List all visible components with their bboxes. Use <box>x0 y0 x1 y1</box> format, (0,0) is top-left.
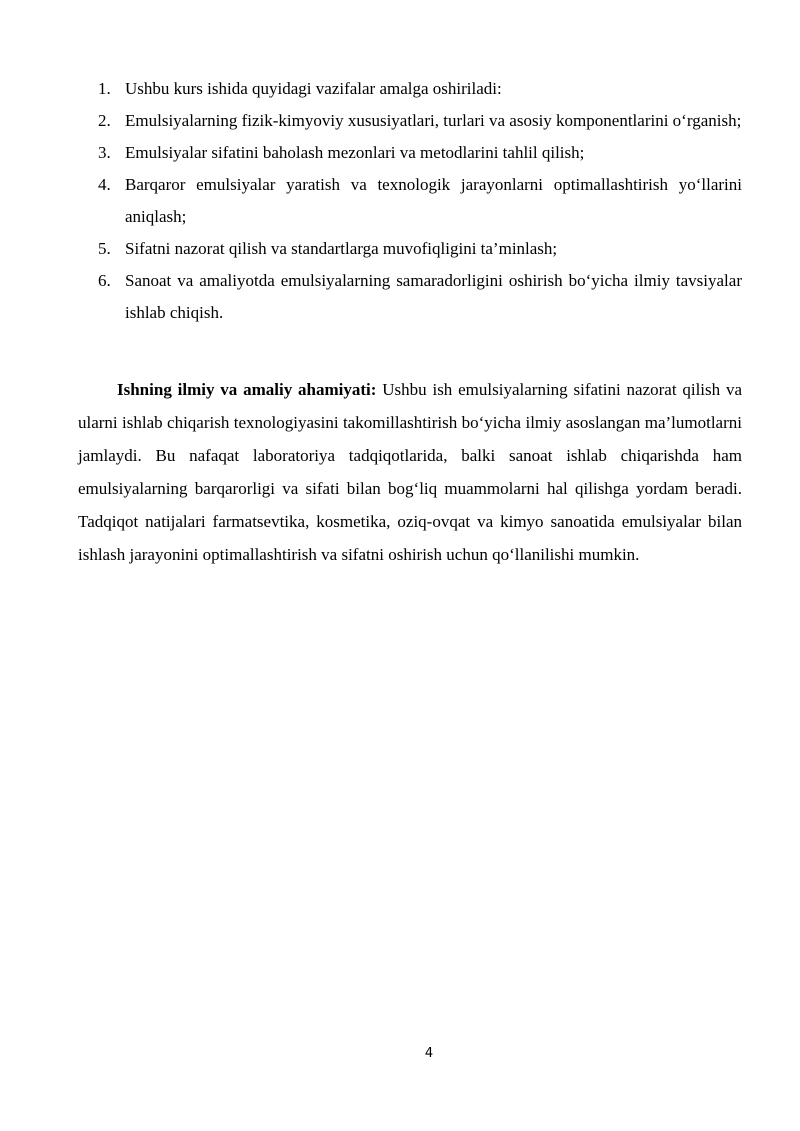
list-item-number: 6. <box>98 271 111 290</box>
list-item <box>78 105 742 137</box>
list-item-number: 4. <box>98 175 111 194</box>
list-item <box>78 73 742 105</box>
list-item <box>78 169 742 233</box>
list-item-text: Emulsiyalarning fizik-kimyoviy xususiyatlari, turlari va asosiy komponentlarini o‘rganish; <box>125 111 742 130</box>
task-list <box>78 73 742 329</box>
significance-body: Ushbu ish emulsiyalarning sifatini nazorat qilish va ularni ishlab chiqarish texnologiyasini takomillashtirish bo‘yicha ilmiy asoslangan ma’lumotlarni jamlaydi. Bu nafaqat laboratoriya tadqiqotlarida, balki sanoat ishlab chiqarishda ham emulsiyalarning barqarorligi va sifati bilan bog‘liq muammolarni hal qilishga yordam beradi. Tadqiqot natijalari farmatsevtika, kosmetika, oziq-ovqat va kimyo sanoatida emulsiyalar bilan ishlash jarayonini optimallashtirish va sifatni oshirish uchun qo‘llanilishi mumkin. <box>78 380 743 564</box>
list-item <box>78 233 742 265</box>
page-number: 4 <box>424 1046 434 1061</box>
significance-heading: Ishning ilmiy va amaliy ahamiyati: <box>117 380 377 399</box>
list-item-text: Sifatni nazorat qilish va standartlarga muvofiqligini ta’minlash; <box>125 239 558 258</box>
list-item <box>78 137 742 169</box>
list-item-number: 2. <box>98 111 111 130</box>
list-item-text: Barqaror emulsiyalar yaratish va texnologik jarayonlarni optimallashtirish yo‘llarini aniqlash; <box>125 175 742 226</box>
list-item-text: Ushbu kurs ishida quyidagi vazifalar amalga oshiriladi: <box>125 79 502 98</box>
significance-paragraph <box>78 373 742 571</box>
list-item-number: 3. <box>98 143 111 162</box>
list-item-number: 1. <box>98 79 111 98</box>
list-item-text: Emulsiyalar sifatini baholash mezonlari va metodlarini tahlil qilish; <box>125 143 585 162</box>
list-item <box>78 265 742 329</box>
list-item-text: Sanoat va amaliyotda emulsiyalarning samaradorligini oshirish bo‘yicha ilmiy tavsiyalar ishlab chiqish. <box>125 271 742 322</box>
list-item-number: 5. <box>98 239 111 258</box>
